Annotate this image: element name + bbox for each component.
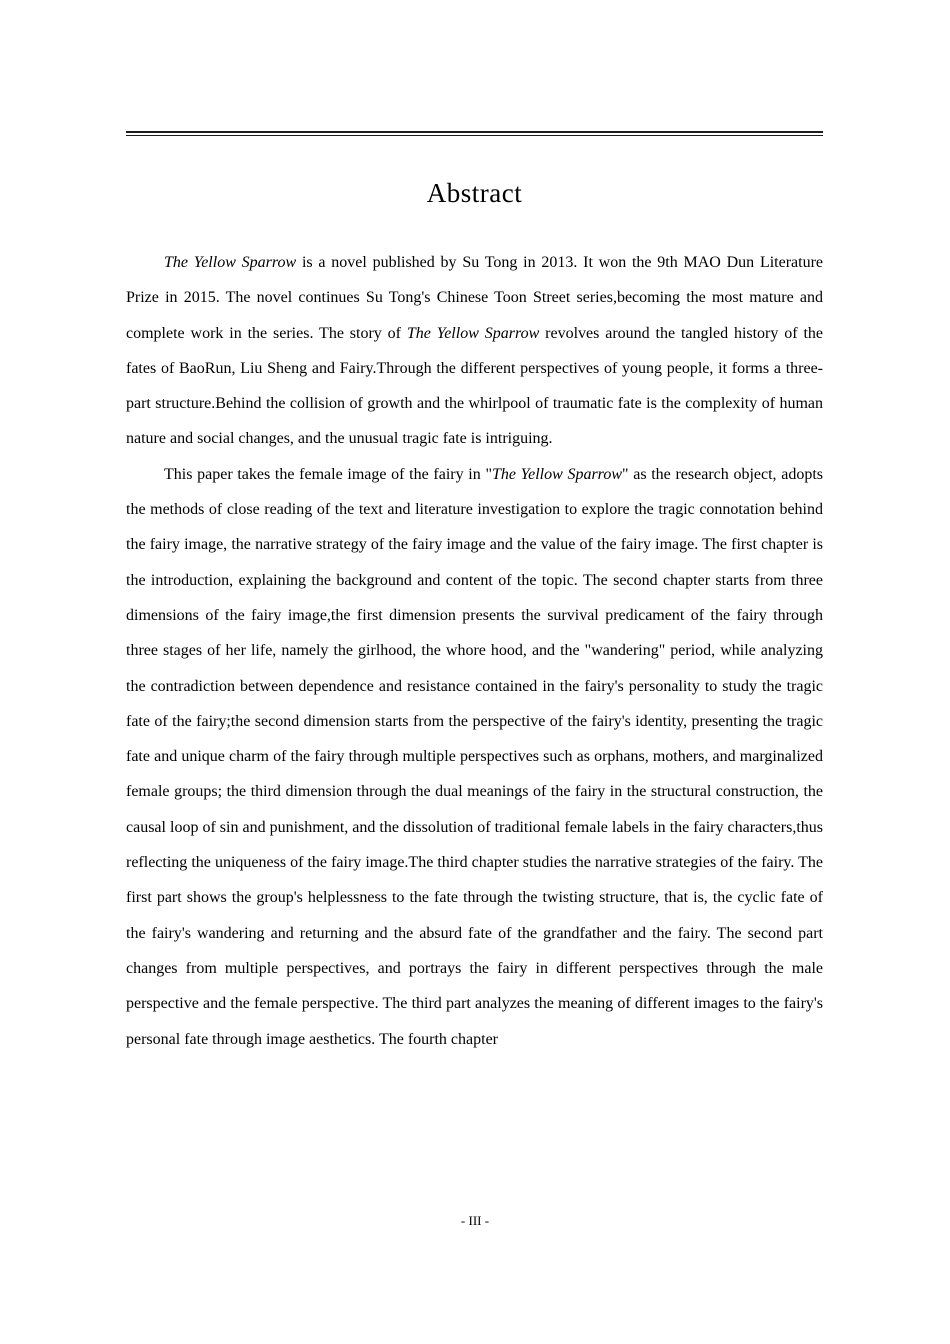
text-run: is a novel published by Su Tong in 2013. It won the 9th MAO Dun Literature Prize in 2015. The novel continues Su Tong's Chinese Toon Street series,becoming the most mature and complete work in the series. The story of (126, 254, 824, 342)
header-double-rule (126, 131, 823, 136)
paragraph (126, 457, 823, 1057)
abstract-paragraphs (126, 245, 823, 1057)
italic-text-run: The Yellow Sparrow (406, 324, 540, 342)
page-title: Abstract (426, 178, 523, 208)
italic-text-run: The Yellow Sparrow (164, 254, 297, 271)
italic-text-run: The Yellow Sparrow (491, 465, 622, 483)
paragraph (126, 245, 823, 457)
page-number: - III - (460, 1213, 490, 1228)
text-run: This paper takes the female image of the fairy in " (164, 465, 492, 483)
text-run: revolves around the tangled history of the fates of BaoRun, Liu Sheng and Fairy.Through the different perspectives of young people, it forms a three-part structure.Behind the collision of growth and the whirlpool of traumatic fate is the complexity of human nature and social changes, and the unusual tragic fate is intriguing. (126, 324, 824, 448)
text-run: " as the research object, adopts the methods of close reading of the text and literature investigation to explore the tragic connotation behind the fairy image, the narrative strategy of the fairy image and the value of the fairy image. The first chapter is the introduction, explaining the background and content of the topic. The second chapter starts from three dimensions of the fairy image,the first dimension presents the survival predicament of the fairy through three stages of her life, namely the girlhood, the whore hood, and the "wandering" period, while analyzing the contradiction between dependence and resistance contained in the fairy's personality to study the tragic fate of the fairy;the second dimension starts from the perspective of the fairy's identity, presenting the tragic fate and unique charm of the fairy through multiple perspectives such as orphans, mothers, and marginalized female groups; the third dimension through the dual meanings of the fairy in the structural construction, the causal loop of sin and punishment, and the dissolution of traditional female labels in the fairy characters,thus reflecting the uniqueness of the fairy image.The third chapter studies the narrative strategies of the fairy. The first part shows the group's helplessness to the fate through the twisting structure, that is, the cyclic fate of the fairy's wandering and returning and the absurd fate of the grandfather and the fairy. The second part changes from multiple perspectives, and portrays the fairy in different perspectives through the male perspective and the female perspective. The third part analyzes the meaning of different images to the fairy's personal fate through image aesthetics. The fourth chapter (126, 465, 824, 1048)
